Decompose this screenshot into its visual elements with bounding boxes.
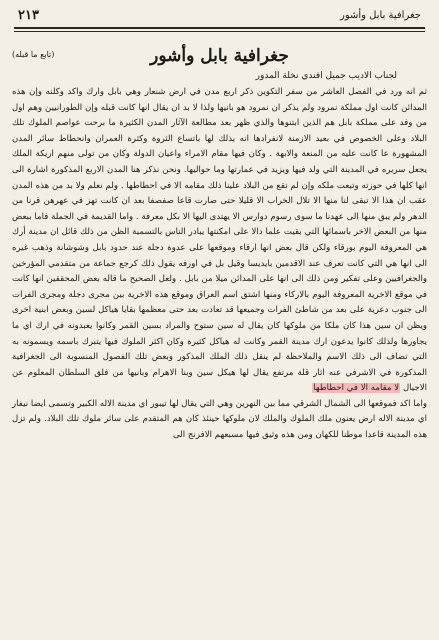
article-body: [12, 85, 427, 444]
running-title: جغرافية بابل وأشور: [340, 10, 421, 21]
article-title: جغرافية بابل وأشور: [150, 46, 289, 66]
paragraph: [12, 85, 427, 397]
header-rule-thin: [14, 31, 425, 32]
header-rule: [14, 27, 425, 29]
page-header: [12, 6, 427, 27]
highlighted-passage: لا مقامه الا في احطاطها: [313, 383, 400, 394]
continued-note: (تابع ما قبله): [12, 50, 55, 59]
page-number: ٢١٣: [18, 8, 39, 23]
author-byline: لجناب الاديب جميل افندي نخلة المدور: [255, 71, 397, 81]
paragraph-text: واما اكد فموقعها الى الشمال الشرقي مما بين النهرين وهي التي يقال لها تيبور اي مدينة الاله الكبير وتسمى ايضا نيفار اي مدينة الاله ارض يعنون ملك الملوك والملك لان ملوكها حينئذ كان هم المتقدم على سائر ملوك تلك البلاد. ولم تزل هذه المدينة قاعدا موطنا للكهان ومن هذه وثيق فيها مسبعهم الافرنج الى: [12, 398, 427, 441]
paragraph: [12, 397, 427, 444]
paragraph-text: ثم انه ورد في الفصل العاشر من سفر التكوين ذكر اربع مدن في ارض شنعار وهي بابل وارك واكد وكلنه وإن هذه المدائن كانت اول مملكة نمرود ولم يذكر ان نمرود هو بانيها ولذا لا بد ان يقال انها كانت قبله وإن الطورانيين وهم اول من وفد على مملكة بابل هم الذين ابتنوها والذي ظهر بعد مطالعة الآثار المدن الكثيرة ما برحت عواصم الملوك تلك البلاد وعلى الخصوص في بعيد الازمنة لانفرادها انه بذلك لها باتساع الثروة وكثرة العمران وانحطاط سائر المدن المشهورة عا كانت عليه من المنعة والابهة . وكان فيها مقام الامراء واعيان الدولة وكان من تولى منهم اريكة الملك يجعل سريره في المدينة التي ولد فيها ويزيد في عمارتها وما حواليها. ونحن نذكر هنا المدن الاربع المذكورة اشارة الى انها كلها في حوزته وتبعت ملكه وإن لم تقع من البلاد علينا ذلك مقامه الا في احطاطها . ولم نعلم ولا بد من هذه المدن عقب ان هذا الا تبقى لنا منها الا تلال الخراب الا قليلا حتى صارت قاعا صفصفا بعد ان كانت تهز في عهرهن قرنا من الدهر ولم يبق منها الى عهدنا ما سوى رسوم دوارس الا يهتدى اليها الا بكل معرفة . واما القديمة في الجملة فاما ببعض منها من البعض الاخر باسمائها التي بقيت علما دالا على امكنتها يبادر الناس بالتسمية الظن من ذلك قائل ان مدينة أرك هي المعروفة اليوم بورقاء ولكن قال بعض انها ارقاء وموقعها على عدوة دجلة عند حدود بابل وشوشانة وذهب غيره الى انها هي التي كانت تعرف عند الاقدمين بايديسا وقيل بل في اورفه يقول ذلك كرجع جماعة من متقدمي المؤرخين والجغرافيين وعلى تفكير ومن ذلك الى انها على المدائن ميلا من بابل . ولعل الصحيح ما قاله بعض المحققين انها كانت في موقع الاخرية المعروفة اليوم بالاركاء ومنها اشتق اسم العراق وموقع هذه الاخرية بين مجرى دجلة ومجرى الفرات الى جنوب دعرية على بعد من شاطئ الفرات وجميعها قد تعادت بعد حتى معظمها بقايا هياكل لسين وبعض ابنية اخرى ويظن ان سين هذا كان ملكا من ملوكها كان يقال له سين ستوح والمراد بسين القمر وكانوا يعبدونه في ارك اي ما يجاورها ولذلك كانوا يدعون ارك مدينة القمر وكانت له هياكل كثيرة وكان اكثر الملوك فيها يتبرك باسمه ويسمونه به التي تضاف الى ذلك الاسم والملاحظة لم ينقل ذلك الملك المذكور وبعض تلك الفصول المنسوبة الى الجغرافية المذكورة في الاشرفي عنه اثار قلة مرتفع يقال لها هيكل سين وبنا الاهرام وبانيها من فلق السلطان المعلوم عن الاجيال: [12, 87, 427, 394]
